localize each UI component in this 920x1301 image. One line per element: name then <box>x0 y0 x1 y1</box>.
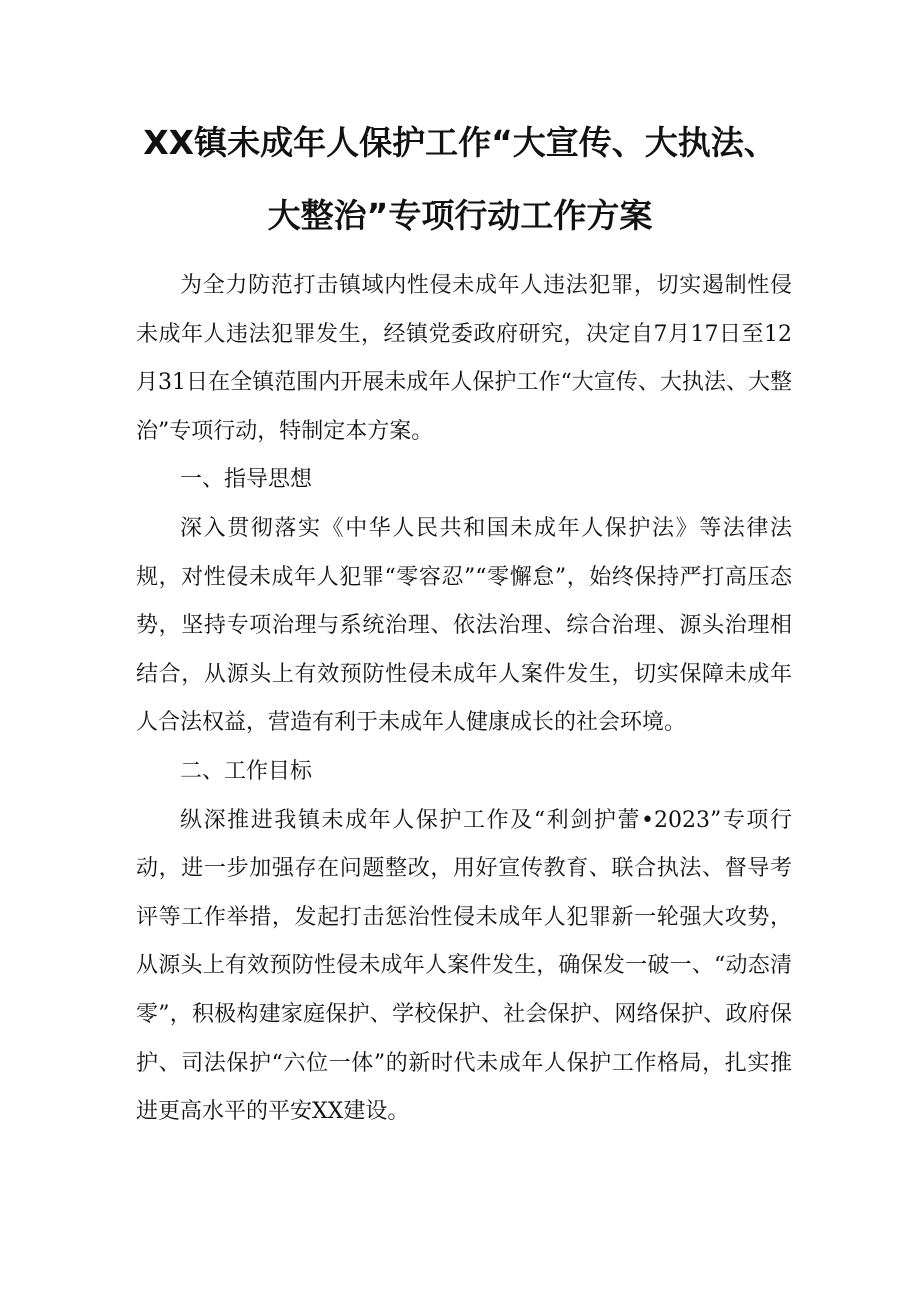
section-heading-work-goals: 二、工作目标 <box>180 758 313 784</box>
section-heading-guiding-thought: 一、指导思想 <box>180 467 313 493</box>
guiding-thought-paragraph: 深入贯彻落实《中华人民共和国未成年人保护法》等法律法规，对性侵未成年人犯罪“零容忍”“零懈怠”，始终保持严打高压态势，坚持专项治理与系统治理、依法治理、综合治理、源头治理相结合，从源头上有效预防性侵未成年人案件发生，切实保障未成年人合法权益，营造有利于未成年人健康成长的社会环境。 <box>136 515 792 736</box>
work-goals-paragraph: 纵深推进我镇未成年人保护工作及“利剑护蕾•2023”专项行动，进一步加强存在问题整改，用好宣传教育、联合执法、督导考评等工作举措，发起打击惩治性侵未成年人犯罪新一轮强大攻势，从源头上有效预防性侵未成年人案件发生，确保发一破一、“动态清零”，积极构建家庭保护、学校保护、社会保护、网络保护、政府保护、司法保护“六位一体”的新时代未成年人保护工作格局，扎实推进更高水平的平安XX建设。 <box>136 807 792 1125</box>
document-title-line-1: XX镇未成年人保护工作“大宣传、大执法、 <box>143 123 777 162</box>
document-title-line-2: 大整治”专项行动工作方案 <box>267 196 653 235</box>
document-body <box>136 262 792 1137</box>
intro-paragraph: 为全力防范打击镇域内性侵未成年人违法犯罪，切实遏制性侵未成年人违法犯罪发生，经镇党委政府研究，决定自7月17日至12月31日在全镇范围内开展未成年人保护工作“大宣传、大执法、大整治”专项行动，特制定本方案。 <box>136 273 792 444</box>
